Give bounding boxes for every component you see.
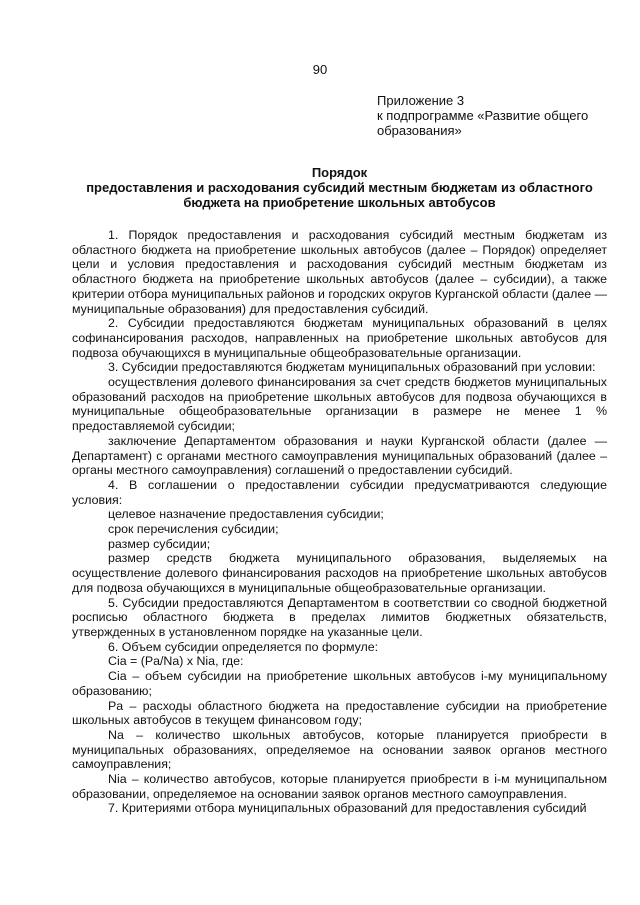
paragraph: 5. Субсидии предоставляются Департаментом в соответствии со сводной бюджетной росписью областного бюджета в пределах лимитов бюджетных обязательств, утвержденных в установленном порядке на указанные цели. — [72, 595, 607, 639]
paragraph: размер субсидии; — [108, 536, 211, 551]
title-line: бюджета на приобретение школьных автобусов — [183, 195, 496, 210]
paragraph: 1. Порядок предоставления и расходования субсидий местным бюджетам из областного бюджета на приобретение школьных автобусов (далее – Порядок) определяет цели и условия предоставления и расходования субсидий местным бюджетам из областного бюджета на приобретение школьных автобусов (далее – субсидии), а также критерии отбора муниципальных районов и городских округов Курганской области (далее — муниципальные образования) для предоставления субсидий. — [72, 228, 607, 316]
appendix-line: Приложение 3 — [377, 93, 465, 108]
paragraph: Na – количество школьных автобусов, которые планируется приобрести в муниципальных образованиях, определяемое на основании заявок органов местного самоуправления; — [72, 727, 607, 772]
paragraph: 6. Объем субсидии определяется по формуле: — [108, 639, 379, 654]
document-title — [72, 165, 607, 210]
paragraph: Nia – количество автобусов, которые планируется приобрести в i-м муниципальном образовании, определяемое на основании заявок органов местного самоуправления. — [72, 772, 607, 801]
appendix-line: образования» — [377, 123, 462, 138]
paragraph: размер средств бюджета муниципального образования, выделяемых на осуществление долевого финансирования расходов на приобретение школьных автобусов для подвоза обучающихся в муниципальные общеобразовательные организации. — [72, 551, 607, 595]
paragraph: 3. Субсидии предоставляются бюджетам муниципальных образований при условии: — [108, 360, 596, 375]
appendix-line: к подпрограмме «Развитие общего — [377, 108, 589, 123]
page-number: 90 — [312, 62, 328, 77]
paragraph: целевое назначение предоставления субсидии; — [108, 507, 384, 522]
formula: Cia = (Pa/Na) x Nia, где: — [108, 654, 244, 669]
appendix-note — [377, 93, 607, 138]
title-line: Порядок — [311, 165, 368, 180]
paragraph: осуществления долевого финансирования за счет средств бюджетов муниципальных образований расходов на приобретение школьных автобусов для подвоза обучающихся в муниципальные общеобразовательные организации в размере не менее 1 % предоставляемой субсидии; — [72, 375, 607, 434]
paragraph: Cia – объем субсидии на приобретение школьных автобусов i-му муниципальному образованию; — [72, 669, 607, 698]
paragraph: срок перечисления субсидии; — [108, 522, 279, 537]
paragraph: 7. Критериями отбора муниципальных образований для предоставления субсидий — [108, 801, 587, 816]
document-body — [72, 228, 607, 816]
paragraph: заключение Департаментом образования и науки Курганской области (далее — Департамент) с органами местного самоуправления муниципальных образований (далее – органы местного самоуправления) соглашений о предоставлении субсидий. — [72, 433, 607, 478]
paragraph: Pa – расходы областного бюджета на предоставление субсидии на приобретение школьных автобусов в текущем финансовом году; — [72, 698, 607, 728]
paragraph: 2. Субсидии предоставляются бюджетам муниципальных образований в целях софинансирования расходов, направленных на приобретение школьных автобусов для подвоза обучающихся в муниципальные общеобразовательные организации. — [72, 316, 607, 360]
title-line: предоставления и расходования субсидий местным бюджетам из областного — [86, 180, 593, 195]
paragraph: 4. В соглашении о предоставлении субсидии предусматриваются следующие условия: — [72, 477, 607, 507]
